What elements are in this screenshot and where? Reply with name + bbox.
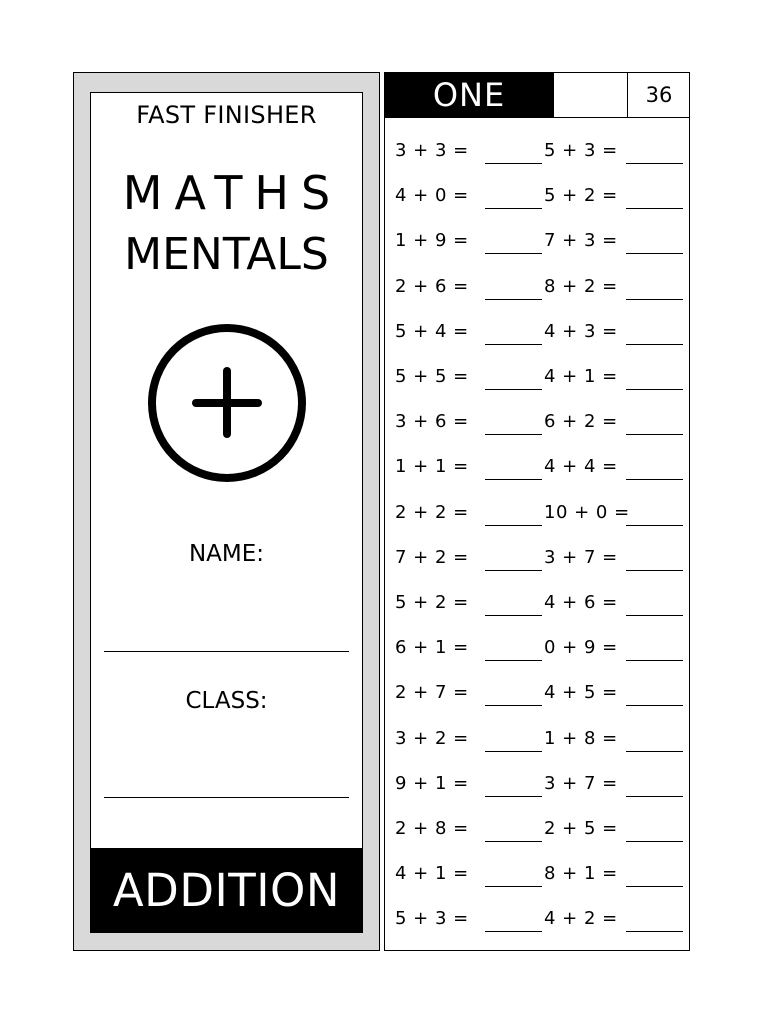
answer-blank[interactable] xyxy=(626,931,683,932)
header-divider xyxy=(384,117,690,118)
problem-left xyxy=(395,446,545,476)
problem-expression: 2 + 8 = xyxy=(395,818,469,839)
answer-blank[interactable] xyxy=(626,796,683,797)
problem-right xyxy=(544,763,684,793)
problem-right xyxy=(544,220,684,250)
problem-expression: 7 + 3 = xyxy=(544,230,618,251)
answer-blank[interactable] xyxy=(626,751,683,752)
problem-expression: 2 + 7 = xyxy=(395,682,469,703)
problem-left xyxy=(395,220,545,250)
cover-title-line2: MENTALS xyxy=(124,229,329,280)
problem-expression: 2 + 2 = xyxy=(395,502,469,523)
problem-expression: 6 + 2 = xyxy=(544,411,618,432)
answer-blank[interactable] xyxy=(485,253,542,254)
problem-expression: 0 + 9 = xyxy=(544,637,618,658)
problem-expression: 3 + 2 = xyxy=(395,728,469,749)
answer-blank[interactable] xyxy=(485,299,542,300)
subject-label: ADDITION xyxy=(112,864,341,917)
plus-in-circle-icon xyxy=(144,324,310,482)
problem-row xyxy=(384,220,690,265)
answer-blank[interactable] xyxy=(485,751,542,752)
problem-expression: 2 + 6 = xyxy=(395,276,469,297)
problem-left xyxy=(395,763,545,793)
problem-left xyxy=(395,401,545,431)
problem-expression: 3 + 7 = xyxy=(544,773,618,794)
problem-right xyxy=(544,898,684,928)
problem-right xyxy=(544,582,684,612)
answer-blank[interactable] xyxy=(626,299,683,300)
answer-blank[interactable] xyxy=(485,389,542,390)
problem-left xyxy=(395,537,545,567)
answer-blank[interactable] xyxy=(485,796,542,797)
problem-left xyxy=(395,311,545,341)
answer-blank[interactable] xyxy=(626,389,683,390)
answer-blank[interactable] xyxy=(485,570,542,571)
answer-blank[interactable] xyxy=(485,886,542,887)
problem-row xyxy=(384,130,690,175)
problem-row xyxy=(384,627,690,672)
problem-expression: 6 + 1 = xyxy=(395,637,469,658)
problem-row xyxy=(384,537,690,582)
problem-expression: 3 + 7 = xyxy=(544,547,618,568)
problem-expression: 5 + 2 = xyxy=(544,185,618,206)
problem-row xyxy=(384,763,690,808)
answer-blank[interactable] xyxy=(485,615,542,616)
class-label: CLASS: xyxy=(185,688,268,714)
problem-expression: 5 + 5 = xyxy=(395,366,469,387)
cover-subtitle: FAST FINISHER xyxy=(136,101,317,129)
cover-title-line1: MATHS xyxy=(122,166,343,220)
answer-blank[interactable] xyxy=(626,886,683,887)
problem-left xyxy=(395,266,545,296)
problem-expression: 1 + 9 = xyxy=(395,230,469,251)
problem-row xyxy=(384,582,690,627)
worksheet-title xyxy=(384,72,554,118)
answer-blank[interactable] xyxy=(485,208,542,209)
problem-right xyxy=(544,492,684,522)
answer-blank[interactable] xyxy=(485,841,542,842)
problem-expression: 4 + 2 = xyxy=(544,908,618,929)
problem-right xyxy=(544,627,684,657)
answer-blank[interactable] xyxy=(626,615,683,616)
problem-expression: 9 + 1 = xyxy=(395,773,469,794)
worksheet-number: 36 xyxy=(645,83,673,107)
problem-expression: 2 + 5 = xyxy=(544,818,618,839)
answer-blank[interactable] xyxy=(485,660,542,661)
class-field-line[interactable] xyxy=(104,797,349,798)
problem-left xyxy=(395,356,545,386)
problem-left xyxy=(395,175,545,205)
answer-blank[interactable] xyxy=(485,705,542,706)
answer-blank[interactable] xyxy=(626,208,683,209)
subject-banner xyxy=(90,848,363,933)
problem-left xyxy=(395,582,545,612)
problem-row xyxy=(384,311,690,356)
problem-right xyxy=(544,266,684,296)
problem-expression: 4 + 4 = xyxy=(544,456,618,477)
answer-blank[interactable] xyxy=(485,434,542,435)
problem-expression: 5 + 4 = xyxy=(395,321,469,342)
problem-row xyxy=(384,853,690,898)
worksheet-title-label: ONE xyxy=(432,76,506,114)
problem-row xyxy=(384,175,690,220)
problem-row xyxy=(384,672,690,717)
problem-expression: 4 + 1 = xyxy=(544,366,618,387)
problem-row xyxy=(384,898,690,943)
problem-expression: 10 + 0 = xyxy=(544,502,630,523)
problem-left xyxy=(395,853,545,883)
problem-right xyxy=(544,356,684,386)
answer-blank[interactable] xyxy=(626,344,683,345)
problem-expression: 1 + 8 = xyxy=(544,728,618,749)
problem-right xyxy=(544,853,684,883)
answer-blank[interactable] xyxy=(626,570,683,571)
problem-expression: 5 + 2 = xyxy=(395,592,469,613)
problem-left xyxy=(395,672,545,702)
problem-expression: 7 + 2 = xyxy=(395,547,469,568)
problem-right xyxy=(544,672,684,702)
problem-expression: 3 + 3 = xyxy=(395,140,469,161)
problem-expression: 4 + 6 = xyxy=(544,592,618,613)
problem-right xyxy=(544,718,684,748)
problem-row xyxy=(384,718,690,763)
answer-blank[interactable] xyxy=(626,705,683,706)
problem-right xyxy=(544,808,684,838)
problem-row xyxy=(384,492,690,537)
problem-left xyxy=(395,627,545,657)
answer-blank[interactable] xyxy=(626,434,683,435)
answer-blank[interactable] xyxy=(626,479,683,480)
problem-right xyxy=(544,311,684,341)
problem-right xyxy=(544,175,684,205)
answer-blank[interactable] xyxy=(626,163,683,164)
problem-expression: 4 + 5 = xyxy=(544,682,618,703)
problem-expression: 5 + 3 = xyxy=(544,140,618,161)
problem-right xyxy=(544,537,684,567)
problem-right xyxy=(544,401,684,431)
name-label: NAME: xyxy=(188,541,265,567)
answer-blank[interactable] xyxy=(485,525,542,526)
problem-left xyxy=(395,130,545,160)
answer-blank[interactable] xyxy=(626,525,683,526)
problem-expression: 1 + 1 = xyxy=(395,456,469,477)
problem-left xyxy=(395,492,545,522)
problem-expression: 4 + 1 = xyxy=(395,863,469,884)
problem-row xyxy=(384,356,690,401)
answer-blank[interactable] xyxy=(485,163,542,164)
answer-blank[interactable] xyxy=(485,344,542,345)
problem-right xyxy=(544,446,684,476)
problem-row xyxy=(384,808,690,853)
problem-expression: 5 + 3 = xyxy=(395,908,469,929)
problem-expression: 8 + 1 = xyxy=(544,863,618,884)
problem-row xyxy=(384,446,690,491)
problem-left xyxy=(395,898,545,928)
answer-blank[interactable] xyxy=(626,660,683,661)
answer-blank[interactable] xyxy=(626,841,683,842)
answer-blank[interactable] xyxy=(485,479,542,480)
name-field-line[interactable] xyxy=(104,651,349,652)
problem-row xyxy=(384,401,690,446)
problem-left xyxy=(395,718,545,748)
worksheet-score-box[interactable] xyxy=(554,72,628,118)
problem-expression: 4 + 0 = xyxy=(395,185,469,206)
problem-expression: 4 + 3 = xyxy=(544,321,618,342)
problem-row xyxy=(384,266,690,311)
problem-expression: 3 + 6 = xyxy=(395,411,469,432)
problem-expression: 8 + 2 = xyxy=(544,276,618,297)
problem-right xyxy=(544,130,684,160)
problem-left xyxy=(395,808,545,838)
answer-blank[interactable] xyxy=(626,253,683,254)
answer-blank[interactable] xyxy=(485,931,542,932)
